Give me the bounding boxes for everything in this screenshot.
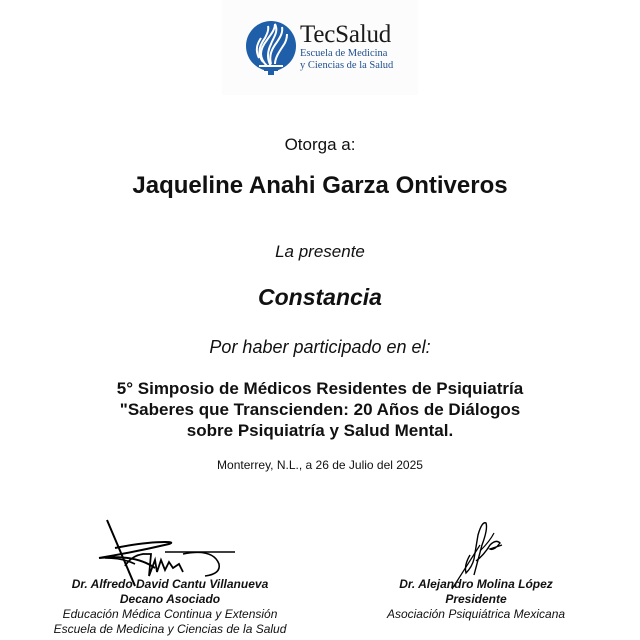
place-date: Monterrey, N.L., a 26 de Julio del 2025 bbox=[217, 458, 423, 472]
signatory-left-name: Dr. Alfredo David Cantu Villanueva bbox=[71, 577, 269, 591]
event-line-3: sobre Psiquiatría y Salud Mental. bbox=[186, 421, 454, 440]
signatory-left bbox=[20, 577, 320, 637]
signatory-right bbox=[326, 577, 626, 622]
signatory-left-org-line2: Escuela de Medicina y Ciencias de la Salud bbox=[53, 622, 287, 636]
logo-subtitle-line2: y Ciencias de la Salud bbox=[300, 59, 394, 71]
document-type: Constancia bbox=[258, 284, 382, 310]
logo-brand: TecSalud bbox=[300, 21, 392, 48]
presente-label: La presente bbox=[275, 242, 365, 261]
logo-subtitle-line1: Escuela de Medicina bbox=[300, 48, 388, 59]
signatory-right-role: Presidente bbox=[445, 592, 507, 606]
signatory-left-role: Decano Asociado bbox=[119, 592, 221, 606]
event-line-1: 5° Simposio de Médicos Residentes de Psiquiatría bbox=[116, 379, 524, 398]
event-line-2: "Saberes que Transcienden: 20 Años de Diálogos bbox=[119, 400, 521, 419]
signatory-left-org-line1: Educación Médica Continua y Extensión bbox=[62, 607, 278, 621]
event-title bbox=[0, 378, 640, 441]
flame-torch-emblem-icon bbox=[245, 20, 297, 76]
signatory-right-name: Dr. Alejandro Molina López bbox=[399, 577, 553, 591]
grant-label: Otorga a: bbox=[284, 135, 356, 154]
reason-label: Por haber participado en el: bbox=[209, 337, 431, 357]
logo-text bbox=[300, 22, 420, 71]
recipient-name: Jaqueline Anahi Garza Ontiveros bbox=[132, 172, 508, 199]
signatory-right-org-line1: Asociación Psiquiátrica Mexicana bbox=[386, 607, 566, 621]
